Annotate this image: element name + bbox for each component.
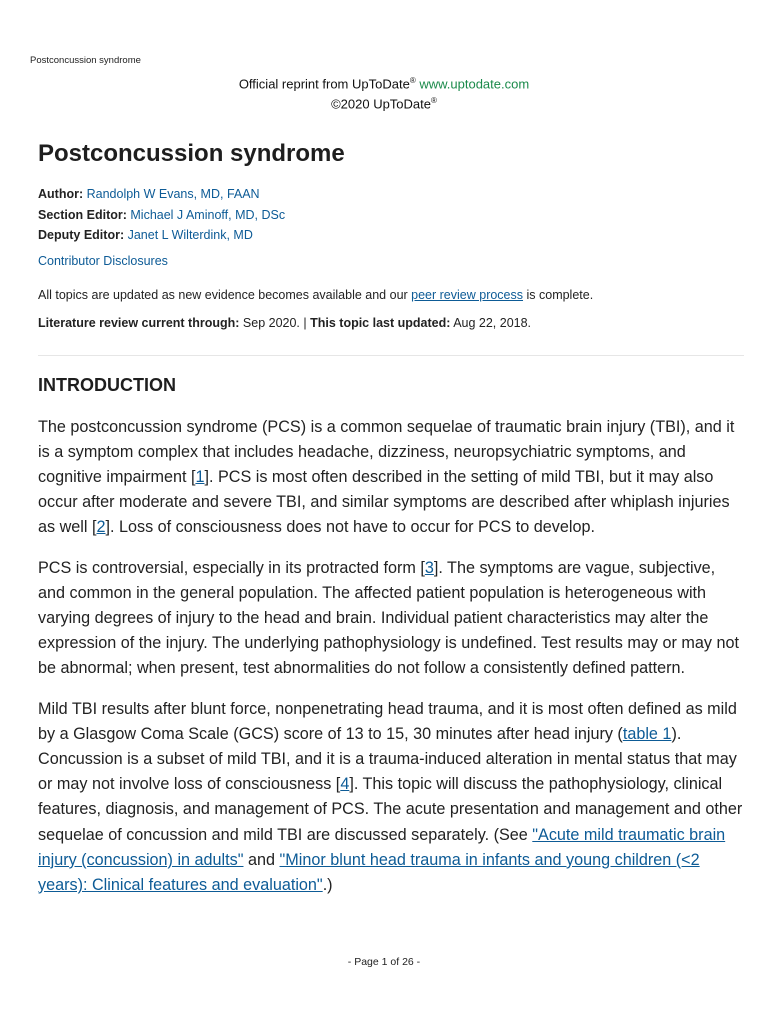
section-editor-line: Section Editor: Michael J Aminoff, MD, DSc (38, 207, 286, 222)
reference-link-4[interactable]: 4 (340, 775, 350, 794)
author-link[interactable]: Randolph W Evans, MD, FAAN (86, 187, 260, 201)
acute-mild-tbi-topic-link[interactable]: "Acute mild traumatic brain injury (concussion) in adults" (38, 825, 726, 869)
credits-block (38, 184, 744, 246)
divider (38, 355, 744, 356)
uptodate-site-link[interactable]: www.uptodate.com (419, 76, 530, 92)
contributor-disclosures-link[interactable]: Contributor Disclosures (38, 253, 168, 268)
deputy-editor-line: Deputy Editor: Janet L Wilterdink, MD (38, 228, 253, 242)
table-1-link[interactable]: table 1 (622, 724, 672, 743)
section-editor-link[interactable]: Michael J Aminoff, MD, DSc (130, 207, 286, 222)
author-line: Author: Randolph W Evans, MD, FAAN (38, 187, 260, 201)
deputy-editor-link[interactable]: Janet L Wilterdink, MD (127, 228, 253, 242)
registered-mark: ® (431, 96, 437, 106)
intro-paragraph-3: Mild TBI results after blunt force, nonpenetrating head trauma, and it is most often defined as mild by a Glasgow Coma Scale (GCS) score of 13 to 15, 30 minutes after head injury (table 1). Concussion is a subset of mild TBI, and it is a trauma-induced alteration in mental status that may or may not involve loss of consciousness [4]. This topic will discuss the pathophysiology, clinical features, diagnosis, and management of PCS. The acute presentation and management and other sequelae of concussion and mild TBI are discussed separately. (See "Acute mild traumatic brain injury (concussion) in adults" and "Minor blunt head trauma in infants and young children (<2 years): Clinical features and evaluation".) (38, 699, 743, 894)
reference-link-3[interactable]: 3 (424, 558, 434, 577)
update-notice: All topics are updated as new evidence becomes available and our peer review process is complete. (38, 287, 594, 302)
reprint-notice (0, 72, 768, 113)
disclosures-row (38, 254, 744, 268)
intro-paragraph-2: PCS is controversial, especially in its protracted form [3]. The symptoms are vague, subjective, and common in the general population. The affected patient population is heterogeneous with varying degrees of injury to the head and brain. Individual patient characteristics may alter the expression of the injury. The underlying pathophysiology is undefined. Test results may or may not be abnormal; when present, test abnormalities do not follow a consistently defined pattern. (38, 558, 739, 678)
reference-link-1[interactable]: 1 (195, 467, 205, 486)
peer-review-link[interactable]: peer review process (411, 287, 524, 302)
article (38, 138, 744, 898)
intro-paragraph-1: The postconcussion syndrome (PCS) is a common sequelae of traumatic brain injury (TBI), and it is a symptom complex that includes headache, dizziness, neuropsychiatric symptoms, and cognitive impairment [1]. PCS is most often described in the setting of mild TBI, but it may also occur after moderate and severe TBI, and similar symptoms are described after whiplash injuries as well [2]. Loss of consciousness does not have to occur for PCS to develop. (38, 417, 735, 537)
section-heading: INTRODUCTION (38, 374, 176, 395)
reference-link-2[interactable]: 2 (96, 518, 106, 537)
page-title: Postconcussion syndrome (38, 140, 345, 167)
page-number-footer: - Page 1 of 26 - (347, 956, 421, 968)
reprint-line-2: ©2020 UpToDate® (331, 96, 437, 112)
review-dates: Literature review current through: Sep 2020. | This topic last updated: Aug 22, 2018. (38, 315, 532, 330)
minor-head-trauma-topic-link[interactable]: "Minor blunt head trauma in infants and young children (<2 years): Clinical features and evaluation" (38, 850, 700, 894)
running-header: Postconcussion syndrome (30, 55, 141, 66)
reprint-line-1: Official reprint from UpToDate® www.uptodate.com (238, 76, 530, 92)
registered-mark: ® (409, 76, 416, 85)
